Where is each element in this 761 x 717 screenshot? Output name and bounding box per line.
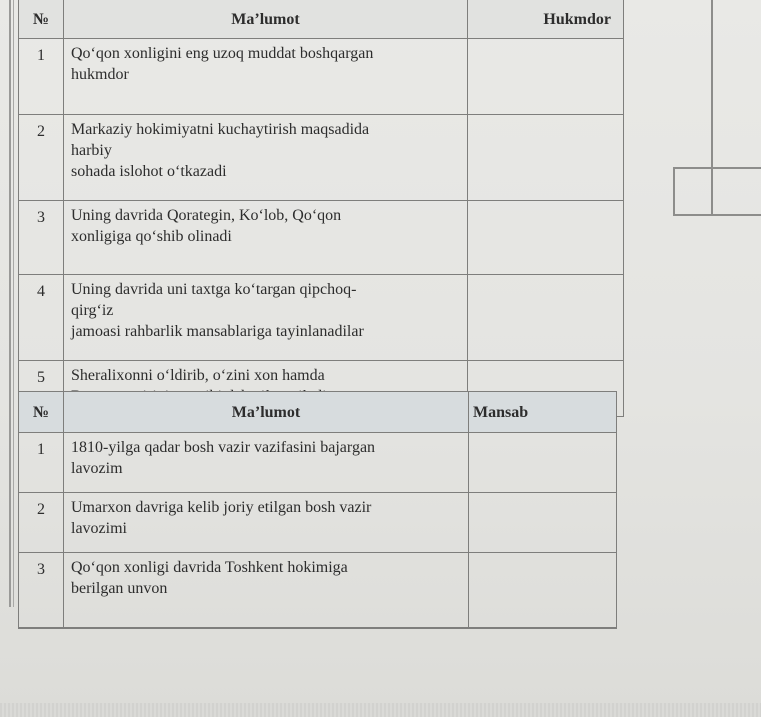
rulers-table — [18, 0, 624, 417]
number-header: № — [19, 392, 64, 433]
row-number: 5 — [19, 361, 64, 417]
text-line: hukmdor — [71, 66, 129, 83]
text-line: lavozim — [71, 460, 123, 477]
row-text — [64, 433, 469, 493]
text-line: Umarxon davriga kelib joriy etilgan bosh vazir — [71, 499, 372, 516]
row-text — [64, 275, 468, 361]
row-text — [64, 201, 468, 275]
table-row — [19, 115, 624, 201]
table-header-row — [19, 0, 624, 39]
text-line: xonligiga qo‘shib olinadi — [71, 228, 232, 245]
row-text — [64, 493, 469, 553]
text-line: harbiy — [71, 142, 112, 159]
text-line: Sheralixonni o‘ldirib, o‘zini xon hamda — [71, 367, 325, 384]
table-row — [19, 275, 624, 361]
number-header: № — [19, 0, 64, 39]
text-line: berilgan unvon — [71, 580, 168, 597]
side-table-line — [673, 214, 761, 216]
info-header: Ma’lumot — [64, 0, 468, 39]
row-number: 1 — [19, 433, 64, 493]
page-left-edge — [0, 0, 11, 607]
row-number: 4 — [19, 275, 64, 361]
table-row — [19, 493, 617, 553]
row-number: 2 — [19, 493, 64, 553]
text-line: Markaziy hokimiyatni kuchaytirish maqsadida — [71, 121, 370, 138]
text-line: Uning davrida uni taxtga ko‘targan qipchoq- — [71, 281, 357, 298]
text-line: Qo‘qon xonligini eng uzoq muddat boshqargan — [71, 45, 374, 62]
table-row — [19, 39, 624, 115]
page-bottom-edge — [0, 703, 761, 717]
row-number: 2 — [19, 115, 64, 201]
answer-cell[interactable] — [468, 275, 624, 361]
answer-cell[interactable] — [469, 433, 617, 493]
row-text — [64, 553, 469, 629]
text-line: sohada islohot o‘tkazadi — [71, 163, 227, 180]
row-number: 1 — [19, 39, 64, 115]
ruler-header: Hukmdor — [468, 0, 624, 39]
table-header-row — [19, 392, 617, 433]
text-line: jamoasi rahbarlik mansablariga tayinlanadilar — [71, 323, 364, 340]
answer-cell[interactable] — [468, 115, 624, 201]
text-line: 1810-yilga qadar bosh vazir vazifasini bajargan — [71, 439, 376, 456]
position-header: Mansab — [469, 392, 617, 433]
table-row — [19, 201, 624, 275]
answer-cell[interactable] — [468, 39, 624, 115]
text-line: Uning davrida Qorategin, Ko‘lob, Qo‘qon — [71, 207, 342, 224]
text-line: lavozimi — [71, 520, 127, 537]
page-left-rule — [13, 0, 14, 607]
row-number: 3 — [19, 201, 64, 275]
side-table-line — [711, 0, 713, 216]
row-text — [64, 115, 468, 201]
positions-table — [18, 391, 617, 629]
answer-cell[interactable] — [469, 553, 617, 629]
row-text — [64, 39, 468, 115]
partial-side-table — [673, 0, 761, 216]
side-table-line — [673, 167, 675, 216]
text-line: Qo‘qon xonligi davrida Toshkent hokimiga — [71, 559, 348, 576]
info-header: Ma’lumot — [64, 392, 469, 433]
row-number: 3 — [19, 553, 64, 629]
text-line: qirg‘iz — [71, 302, 114, 319]
answer-cell[interactable] — [468, 201, 624, 275]
table-row — [19, 553, 617, 629]
table-row — [19, 433, 617, 493]
side-table-line — [673, 167, 761, 169]
answer-cell[interactable] — [469, 493, 617, 553]
